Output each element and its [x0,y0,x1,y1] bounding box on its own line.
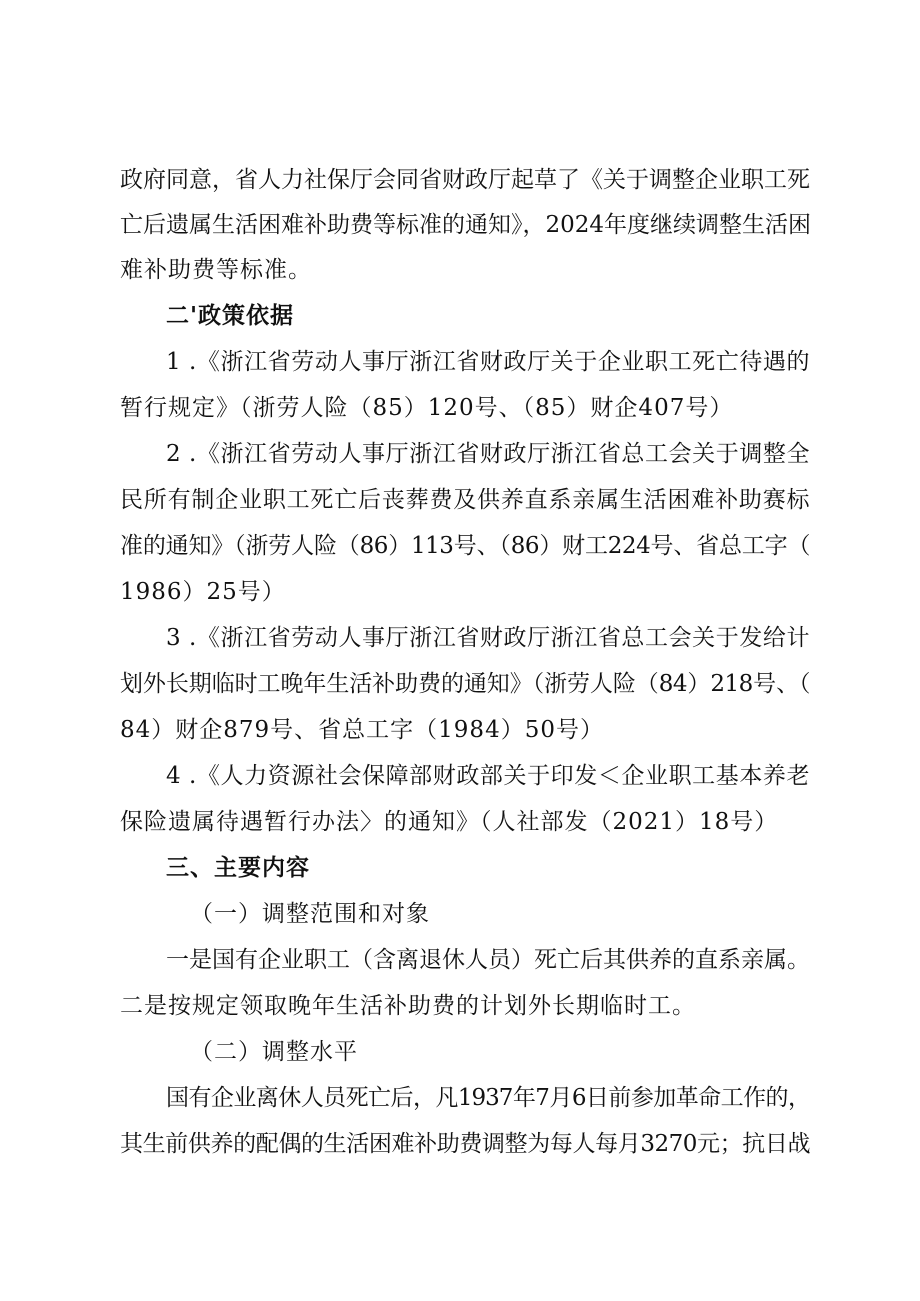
scope-line-1: 一是国有企业职工（含离退休人员）死亡后其供养的直系亲属。 [166,947,810,973]
policy-item-4-line-2: 保险遗属待遇暂行办法〉的通知》（人社部发（2021）18号） [120,809,779,835]
policy-item-2-line-3: 准的通知》（浙劳人险（86）113号、（86）财工224号、省总工字（ [120,533,810,559]
level-line-2: 其生前供养的配偶的生活困难补助费调整为每人每月3270元；抗日战 [120,1131,810,1157]
intro-line-3: 难补助费等标准。 [120,257,312,283]
policy-item-2-line-1: 2 .《浙江省劳动人事厅浙江省财政厅浙江省总工会关于调整全 [166,441,810,467]
policy-item-2-line-4: 1986）25号） [120,579,286,605]
subsection-heading-scope: （一）调整范围和对象 [190,901,430,927]
scope-line-2: 二是按规定领取晚年生活补助费的计划外长期临时工。 [120,993,696,1019]
policy-item-3-line-2: 划外长期临时工晚年生活补助费的通知》（浙劳人险（84）218号、（ [120,671,810,697]
policy-item-1-line-2: 暂行规定》（浙劳人险（85）120号、（85）财企407号） [120,395,734,421]
level-line-1: 国有企业离休人员死亡后，凡1937年7月6日前参加革命工作的， [166,1085,810,1111]
policy-item-2-line-2: 民所有制企业职工死亡后丧葬费及供养直系亲属生活困难补助赛标 [120,487,810,513]
policy-item-1-line-1: 1 .《浙江省劳动人事厅浙江省财政厅关于企业职工死亡待遇的 [166,349,810,375]
section-heading-main-content: 三、主要内容 [166,855,310,881]
intro-line-1: 政府同意，省人力社保厅会同省财政厅起草了《关于调整企业职工死 [120,167,810,193]
policy-item-3-line-3: 84）财企879号、省总工字（1984）50号） [120,717,604,743]
subsection-heading-level: （二）调整水平 [190,1039,358,1065]
section-heading-policy-basis: 二'政策依据 [166,303,295,329]
policy-item-4-line-1: 4 .《人力资源社会保障部财政部关于印发＜企业职工基本养老 [166,763,810,789]
intro-line-2: 亡后遗属生活困难补助费等标准的通知》，2024年度继续调整生活困 [120,212,812,238]
policy-item-3-line-1: 3 .《浙江省劳动人事厅浙江省财政厅浙江省总工会关于发给计 [166,625,810,651]
